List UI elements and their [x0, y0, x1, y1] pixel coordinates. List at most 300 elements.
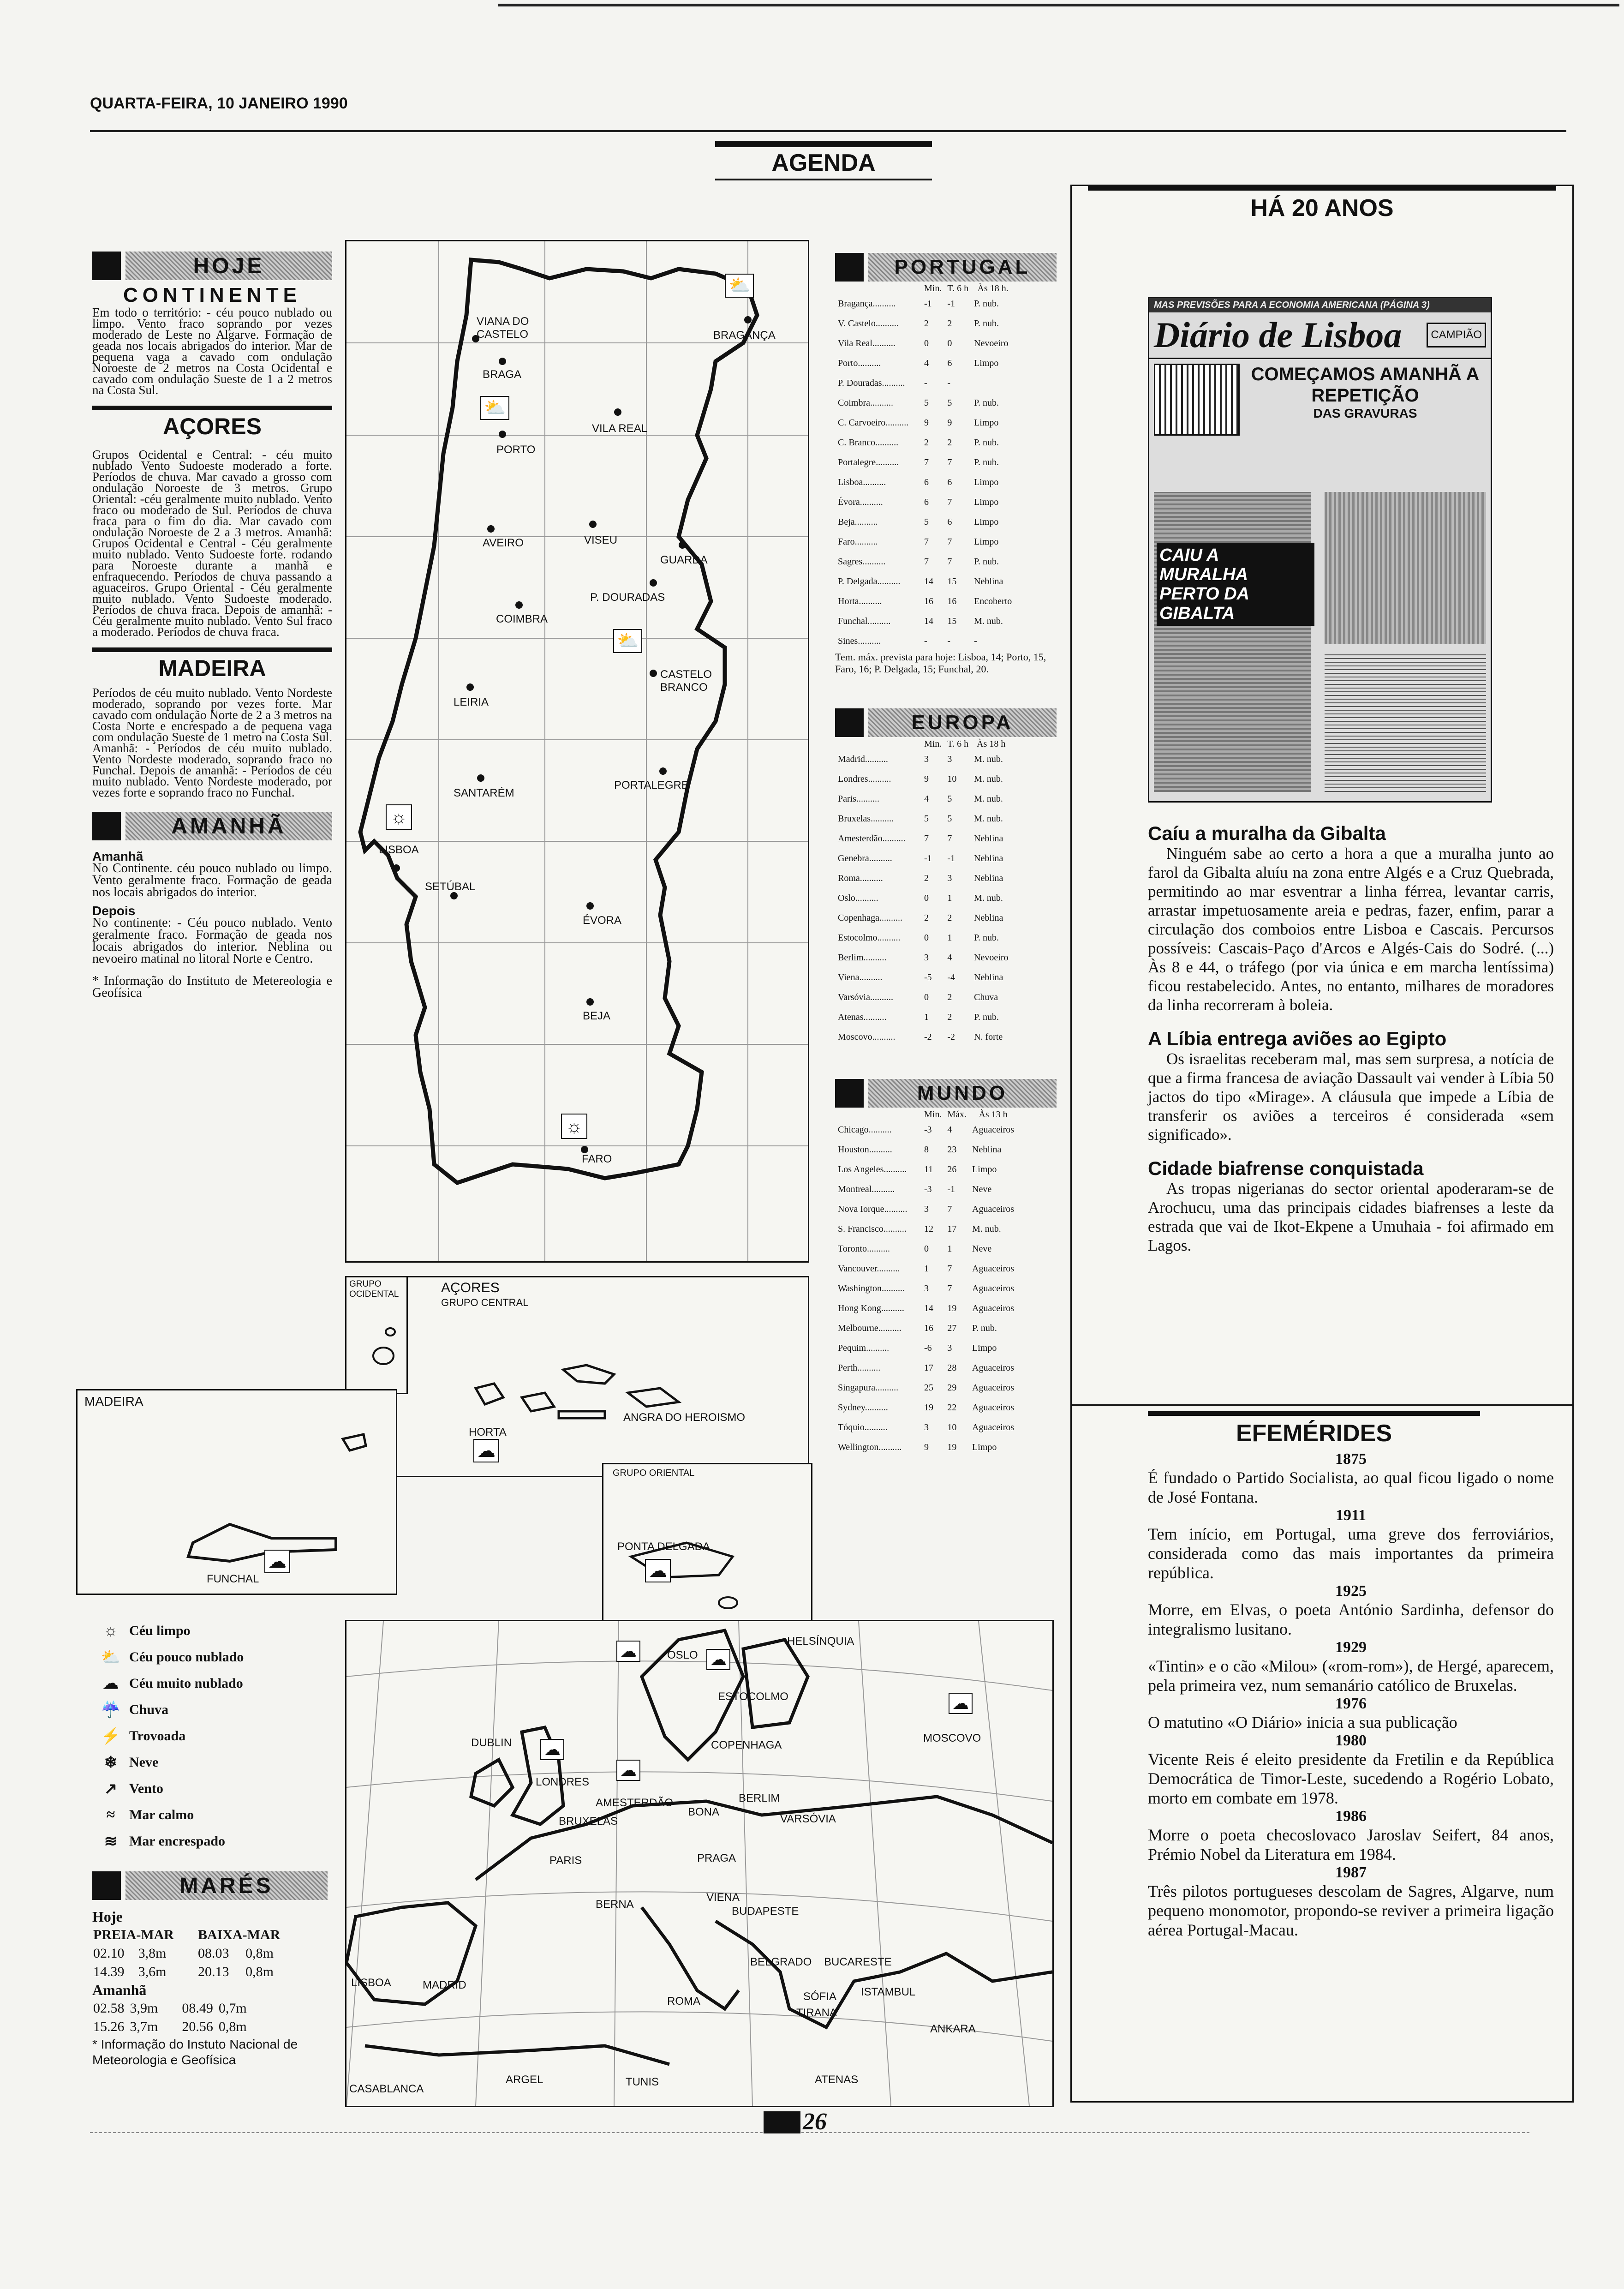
mares-hoje-label: Hoje [92, 1908, 123, 1925]
city-cell: P. Douradas.......... [838, 378, 905, 388]
value-cell: 7 [947, 457, 952, 467]
value-cell: 4 [924, 358, 929, 368]
hoje-header [92, 252, 332, 280]
value-cell: M. nub. [974, 794, 1003, 804]
city-cell: Évora.......... [838, 497, 883, 507]
value-cell: M. nub. [974, 616, 1003, 626]
amanha-label: Amanhã [92, 849, 143, 863]
efemeride-year: 1986 [1335, 1808, 1367, 1825]
value-cell: 2 [924, 873, 929, 883]
city-cell: Chicago.......... [838, 1125, 892, 1135]
article-title: A Líbia entrega aviões ao Egipto [1148, 1028, 1447, 1049]
value-cell: 5 [947, 794, 952, 804]
value-cell: 19 [924, 1402, 933, 1413]
col-city [835, 739, 921, 749]
table-row [835, 373, 1015, 393]
value-cell: 6 [947, 358, 952, 368]
value-cell: 5 [924, 398, 929, 408]
efemerides-divider [1072, 1404, 1572, 1406]
value-cell: 1 [947, 893, 952, 903]
mundo-marker [835, 1079, 864, 1108]
city-cell: Madrid.......... [838, 754, 888, 764]
table-row [835, 1299, 1017, 1318]
europa-table [835, 739, 1011, 1047]
value-cell: Nevoeiro [974, 338, 1009, 348]
city-cell: Pequim.......... [838, 1343, 890, 1353]
value-cell: 28 [947, 1363, 957, 1373]
table-row [93, 1963, 285, 1981]
table-row [835, 532, 1015, 552]
cloud-icon: ☁ [616, 1641, 640, 1662]
legend-item [92, 1670, 328, 1696]
value-cell: 0 [924, 338, 929, 348]
europe-map [345, 1620, 1054, 2107]
acores-label: AÇORES [441, 1280, 500, 1295]
city-cell: Funchal.......... [838, 616, 891, 626]
value-cell: 1 [924, 1264, 929, 1274]
value-cell: 16 [924, 596, 933, 606]
acores-text: Grupos Ocidental e Central: - céu muito nublado Vento Sudoeste moderado a forte. Períodos de chuva. Mar cavado a grosso com ondulação Noroeste de 3 metros. Grupo Oriental: -céu geralmente muito nublado. Vento fraco ou moderado de Sul. Períodos de chuva fraca para o fim do dia. Mar cavado com ondulação Noroeste de 2 a 3 metros. Amanhã: Grupos Ocidental e Central - Céu geralmente muito nublado. Vento Sudoeste forte. rodando para Noroeste durante a manhã e enfraquecendo. Períodos de chuva passando a aguaceiros. Grupo Oriental - Céu geralmente muito nublado. Vento Sudoeste moderado. Períodos de chuva fraca. Depois de amanhã: - Céu geralmente muito nublado. Vento Sul fraco a moderado. Períodos de chuva fraca. [92, 448, 332, 639]
value-cell: 8 [924, 1144, 929, 1155]
value-cell: 15 [947, 616, 957, 626]
table-row [835, 769, 1011, 789]
value-cell: 9 [947, 418, 952, 428]
city-cell: Vila Real.......... [838, 338, 896, 348]
value-cell: 2 [924, 913, 929, 923]
value-cell [971, 373, 1015, 393]
col-t6: T. 6 h [947, 283, 969, 294]
value-cell: 2 [947, 913, 952, 923]
madeira-title: MADEIRA [92, 647, 332, 682]
partly-cloudy-icon: ⛅ [480, 396, 509, 420]
city-aveiro: AVEIRO [483, 537, 524, 549]
value-cell: - [947, 378, 951, 388]
city-cell: Wellington.......... [838, 1442, 902, 1452]
portugal-title: PORTUGAL [868, 253, 1057, 282]
europa-marker [835, 708, 864, 737]
efemeride-year: 1911 [1335, 1507, 1367, 1524]
tide-cell: 15.26 [93, 2019, 125, 2034]
city-cell: Hong Kong.......... [838, 1303, 904, 1313]
value-cell: 7 [924, 833, 929, 844]
city-castelo-branco: CASTELO BRANCO [660, 668, 712, 694]
value-cell: 6 [947, 477, 952, 487]
eu-city-lisboa: LISBOA [351, 1977, 391, 1989]
value-cell: 7 [924, 537, 929, 547]
city-cell: Berlim.......... [838, 953, 887, 963]
cloud-icon: ☁ [540, 1739, 564, 1760]
value-cell: 3 [924, 1422, 929, 1432]
city-cell: Toronto.......... [838, 1244, 890, 1254]
value-cell: 17 [947, 1224, 957, 1234]
city-portalegre: PORTALEGRE [614, 779, 689, 791]
city-p-douradas: P. DOURADAS [590, 591, 665, 604]
madeira-text: Períodos de céu muito nublado. Vento Nordeste moderado, soprando por vezes forte. Mar cavado com ondulação Norte de 2 a 3 metros na Costa Norte e encrespado a de pequena vaga com ondulação Sueste de 1 metro na Costa Sul. Amanhã: - Períodos de céu muito nublado. Vento Nordeste moderado, soprando fraco no Funchal. Depois de amanhã: - Períodos de céu muito nublado. Vento Nordeste moderado, por vezes forte e soprando fraco no Funchal. [92, 686, 332, 799]
eu-city-argel: ARGEL [506, 2073, 543, 2086]
portugal-note: Tem. máx. prevista para hoje: Lisboa, 14; Porto, 15, Faro, 16; P. Delgada, 15; Funchal, 20. [835, 651, 1046, 675]
city-cell: C. Branco.......... [838, 437, 899, 448]
city-guarda: GUARDA [660, 554, 708, 566]
table-row [835, 1007, 1011, 1027]
eu-city-paris: PARIS [549, 1854, 582, 1867]
amanha-block [92, 851, 332, 999]
value-cell: 7 [947, 833, 952, 844]
rain-icon: ☔ [101, 1701, 121, 1719]
city-cell: C. Carvoeiro.......... [838, 418, 909, 428]
city-cell: Estocolmo.......... [838, 933, 901, 943]
efemeride-year: 1976 [1335, 1695, 1367, 1712]
value-cell: 5 [947, 814, 952, 824]
value-cell: Neve [972, 1244, 992, 1254]
portugal-header [835, 253, 1057, 282]
value-cell: -1 [947, 853, 955, 863]
col-city [835, 283, 921, 294]
city-dot-vila-real [614, 408, 621, 416]
tide-cell: 3,8m [138, 1946, 167, 1961]
eu-city-madrid: MADRID [423, 1979, 466, 1991]
tide-cell: 08.49 [182, 2001, 213, 2016]
page-number: 26 [803, 2109, 827, 2135]
table-row [835, 1140, 1017, 1160]
city-dot-leiria [466, 683, 474, 691]
legend-item [92, 1618, 328, 1644]
city-coimbra: COIMBRA [496, 613, 548, 625]
value-cell: Neblina [974, 833, 1003, 844]
table-row [835, 1398, 1017, 1418]
right-column [1070, 185, 1574, 2103]
value-cell: P. nub. [972, 1323, 997, 1333]
tide-cell: 0,7m [218, 2001, 247, 2016]
value-cell: Neblina [972, 1144, 1002, 1155]
table-row [835, 789, 1011, 809]
value-cell: 25 [924, 1383, 933, 1393]
city-vila-real: VILA REAL [592, 422, 648, 435]
value-cell: 19 [947, 1303, 957, 1313]
value-cell: Aguaceiros [972, 1422, 1015, 1432]
value-cell: Limpo [974, 477, 999, 487]
city-setubal: SETÚBAL [425, 881, 476, 893]
baixa-mar-header: BAIXA-MAR [197, 1927, 281, 1942]
acores-title: AÇORES [92, 406, 332, 440]
mundo-table-section [835, 1079, 1057, 1457]
value-cell: 0 [924, 933, 929, 943]
value-cell: - [974, 636, 977, 646]
table-row [835, 1279, 1017, 1299]
value-cell: Aguaceiros [972, 1204, 1015, 1214]
city-cell: Moscovo.......... [838, 1032, 896, 1042]
col-min: Min. [924, 283, 942, 294]
cloud-icon: ☁ [706, 1649, 730, 1670]
value-cell: -1 [924, 299, 932, 309]
value-cell: 3 [947, 754, 952, 764]
value-cell: - [947, 636, 951, 646]
amanha-text: No Continente. céu pouco nublado ou limpo. Vento geralmente fraco. Formação de geada nos locais abrigados do interior. [92, 861, 332, 899]
city-braganca: BRAGANÇA [713, 329, 776, 342]
table-row [93, 1945, 285, 1962]
table-row [835, 1318, 1017, 1338]
value-cell: 1 [924, 1012, 929, 1022]
grupo-oriental-map [602, 1463, 812, 1623]
value-cell: 3 [924, 1283, 929, 1294]
value-cell: Neblina [974, 972, 1003, 983]
city-cell: Nova Iorque.......... [838, 1204, 908, 1214]
city-cell: Sagres.......... [838, 557, 886, 567]
legend-item [92, 1828, 328, 1854]
ha20anos-articles [1148, 823, 1554, 1255]
value-cell: 2 [947, 437, 952, 448]
table-row [835, 1120, 1017, 1140]
portugal-table-section [835, 253, 1057, 675]
top-edge-rule [498, 4, 1619, 6]
value-cell: Limpo [972, 1164, 997, 1174]
value-cell: P. nub. [974, 457, 999, 467]
table-row [835, 948, 1011, 968]
legend-label: Mar encrespado [129, 1833, 226, 1849]
value-cell: 10 [947, 774, 957, 784]
horta-label: HORTA [469, 1426, 507, 1438]
ha20anos-title: HÁ 20 ANOS [1088, 186, 1556, 222]
value-cell: 0 [924, 893, 929, 903]
value-cell: 6 [924, 477, 929, 487]
tide-cell: 14.39 [93, 1964, 125, 1979]
city-dot-beja [586, 998, 594, 1006]
value-cell: Aguaceiros [972, 1363, 1015, 1373]
city-dot-p-douradas [650, 579, 657, 587]
madeira-map [76, 1389, 397, 1595]
table-row [835, 809, 1011, 829]
tide-cell: 20.13 [197, 1964, 229, 1979]
city-cell: Viena.......... [838, 972, 883, 983]
city-dot-lisboa [393, 864, 400, 872]
value-cell: 3 [924, 953, 929, 963]
city-porto: PORTO [496, 443, 536, 456]
table-row [835, 869, 1011, 888]
partly-cloudy-icon: ⛅ [725, 274, 754, 298]
depois-label: Depois [92, 904, 136, 918]
table-row [835, 572, 1015, 592]
table-row [835, 393, 1015, 413]
value-cell: 22 [947, 1402, 957, 1413]
cloud-icon: ☁ [949, 1693, 973, 1714]
table-row [835, 314, 1015, 334]
tide-cell: 20.56 [182, 2019, 213, 2034]
efemeride-year: 1987 [1335, 1864, 1367, 1881]
preia-mar-header: PREIA-MAR [93, 1927, 174, 1942]
value-cell: Aguaceiros [972, 1125, 1015, 1135]
value-cell: Neve [972, 1184, 992, 1194]
col-18h: Às 18 h [977, 739, 1006, 749]
city-cell: Londres.......... [838, 774, 891, 784]
city-lisboa: LISBOA [379, 844, 419, 856]
table-row [835, 512, 1015, 532]
table-row [835, 1338, 1017, 1358]
value-cell: 14 [924, 616, 933, 626]
thunder-icon: ⚡ [101, 1727, 121, 1745]
value-cell: P. nub. [974, 398, 999, 408]
legend-label: Mar calmo [129, 1807, 194, 1822]
value-cell: 9 [924, 774, 929, 784]
angra-label: ANGRA DO HEROISMO [623, 1411, 746, 1424]
city-dot-portalegre [659, 767, 667, 775]
col-18h: Às 18 h. [977, 283, 1009, 294]
clipping-photo2 [1325, 492, 1486, 644]
acores-map [345, 1276, 809, 1477]
city-dot-faro [581, 1146, 588, 1153]
city-cell: Washington.......... [838, 1283, 905, 1294]
legend-item [92, 1775, 328, 1802]
hoje-title: HOJE [125, 252, 332, 280]
eu-city-amesterdao: AMESTERDÃO [596, 1797, 674, 1809]
value-cell: 2 [924, 318, 929, 329]
eu-city-sofia: SÓFIA [803, 1990, 837, 2003]
ponta-delgada-label: PONTA DELGADA [617, 1540, 710, 1553]
value-cell: 7 [947, 497, 952, 507]
value-cell: Chuva [974, 992, 998, 1002]
value-cell: - [924, 378, 927, 388]
table-row [835, 888, 1011, 908]
table-row [835, 1438, 1017, 1457]
table-row [93, 2000, 251, 2017]
calm-sea-icon: ≈ [106, 1806, 115, 1823]
continente-title: CONTINENTE [123, 284, 301, 306]
city-cell: Singapura.......... [838, 1383, 899, 1393]
value-cell: 1 [947, 933, 952, 943]
value-cell: M. nub. [974, 814, 1003, 824]
eu-city-budapeste: BUDAPESTE [732, 1905, 799, 1917]
value-cell: 9 [924, 418, 929, 428]
value-cell: 11 [924, 1164, 933, 1174]
value-cell: 3 [924, 1204, 929, 1214]
value-cell: 6 [947, 517, 952, 527]
city-cell: Houston.......... [838, 1144, 892, 1155]
city-cell: Oslo.......... [838, 893, 878, 903]
value-cell: 14 [924, 576, 933, 587]
city-viseu: VISEU [584, 534, 618, 546]
tide-cell: 3,6m [138, 1964, 167, 1979]
clipping-headline1-wrap [1240, 364, 1486, 436]
rough-sea-icon: ≋ [104, 1833, 118, 1850]
eu-city-praga: PRAGA [697, 1852, 736, 1864]
mares-footnote: * Informação do Instuto Nacional de Meteorologia e Geofísica [92, 2037, 298, 2067]
tide-cell: 0,8m [218, 2019, 247, 2034]
value-cell: Limpo [974, 517, 999, 527]
city-cell: V. Castelo.......... [838, 318, 899, 329]
value-cell: Aguaceiros [972, 1402, 1015, 1413]
value-cell: 17 [924, 1363, 933, 1373]
eu-city-bruxelas: BRUXELAS [559, 1815, 618, 1828]
city-dot-castelo-branco [650, 670, 657, 677]
value-cell: 15 [947, 576, 957, 587]
value-cell: 4 [947, 1125, 952, 1135]
tide-cell: 3,9m [130, 2001, 158, 2016]
legend-label: Neve [129, 1754, 159, 1770]
europa-header [835, 708, 1057, 737]
clipping-headline1: COMEÇAMOS AMANHÃ A REPETIÇÃO [1251, 364, 1480, 406]
table-row [835, 631, 1015, 651]
city-faro: FARO [582, 1153, 612, 1165]
city-cell: Faro.......... [838, 537, 878, 547]
header-rule [90, 130, 1566, 132]
value-cell: -6 [924, 1343, 932, 1353]
efemeride-text: O matutino «O Diário» inicia a sua publicação [1148, 1713, 1457, 1732]
table-row [835, 492, 1015, 512]
value-cell: 0 [924, 992, 929, 1002]
efemeride-text: Vicente Reis é eleito presidente da Fretilin e da República Democrática de Timor-Leste, sucedendo a Rogério Lobato, morto em combate em 1978. [1148, 1750, 1554, 1807]
value-cell: Aguaceiros [972, 1283, 1015, 1294]
table-row [835, 453, 1015, 473]
value-cell: 7 [947, 1204, 952, 1214]
mares-amanha-label: Amanhã [92, 1982, 147, 1998]
col-max: Máx. [947, 1109, 967, 1120]
efemeride-text: Morre, em Elvas, o poeta António Sardinha, defensor do integralismo lusitano. [1148, 1600, 1554, 1638]
value-cell: Neblina [974, 576, 1003, 587]
city-cell: Perth.......... [838, 1363, 881, 1373]
city-cell: Sydney.......... [838, 1402, 888, 1413]
value-cell: P. nub. [974, 437, 999, 448]
value-cell: P. nub. [974, 318, 999, 329]
city-cell: Sines.......... [838, 636, 881, 646]
value-cell: 2 [947, 992, 952, 1002]
value-cell: Limpo [974, 497, 999, 507]
value-cell: 29 [947, 1383, 957, 1393]
value-cell: 26 [947, 1164, 957, 1174]
legend-item [92, 1696, 328, 1723]
tide-cell: 02.10 [93, 1946, 125, 1961]
col-min: Min. [924, 739, 942, 749]
legend-item [92, 1723, 328, 1749]
article-title: Caíu a muralha da Gibalta [1148, 822, 1386, 844]
article-text: Os israelitas receberam mal, mas sem surpresa, a notícia de que a firma francesa de aviação Dassault vai vender à Líbia 50 jactos do tipo «Mirage». A cláusula que impede a Líbia de transferir os aviões a terceiros é considerada «sem significado». [1148, 1050, 1554, 1144]
table-row [835, 552, 1015, 572]
city-dot-porto [499, 431, 506, 438]
partly-cloudy-icon: ⛅ [101, 1648, 121, 1666]
value-cell: 10 [947, 1422, 957, 1432]
efemeride-text: Tem início, em Portugal, uma greve dos ferroviários, considerada como das mais importantes da primeira república. [1148, 1525, 1554, 1582]
value-cell: Limpo [972, 1343, 997, 1353]
legend-label: Chuva [129, 1702, 169, 1717]
table-row [835, 1259, 1017, 1279]
wind-icon: ↗ [104, 1780, 118, 1798]
value-cell: 3 [947, 873, 952, 883]
tide-cell: 08.03 [197, 1946, 229, 1961]
mundo-title: MUNDO [868, 1079, 1057, 1108]
tide-cell: 02.58 [93, 2001, 125, 2016]
newspaper-clipping [1148, 297, 1492, 803]
value-cell: P. nub. [974, 1012, 999, 1022]
page-logo [764, 2111, 800, 2133]
city-cell: Melbourne.......... [838, 1323, 902, 1333]
value-cell: P. nub. [974, 299, 999, 309]
value-cell: 14 [924, 1303, 933, 1313]
city-evora: ÉVORA [583, 914, 622, 927]
dateline: QUARTA-FEIRA, 10 JANEIRO 1990 [90, 95, 348, 112]
value-cell: 5 [924, 517, 929, 527]
city-dot-aveiro [487, 525, 495, 533]
table-row [835, 749, 1011, 769]
clipping-text [1325, 653, 1486, 792]
clipping-masthead: Diário de Lisboa [1154, 315, 1402, 355]
city-santarem: SANTARÉM [454, 787, 514, 799]
col-13h: Às 13 h [979, 1109, 1008, 1120]
hoje-column [92, 252, 332, 999]
mares-title: MARÉS [125, 1871, 328, 1900]
article-text: Ninguém sabe ao certo a hora a que a muralha junto ao farol da Gibalta aluíu na zona entre Algés e a Cruz Quebrada, permitindo ao mar esventrar a linha férrea, levantar carris, arrastar impetuosamente areia e pedras, fazer, enfim, parar a circulação dos comboios entre Lisboa e Cascais. Percursos possíveis: Cascais-Paço d'Arcos e Algés-Cais do Sodré. (...) Às 8 e 44, o tráfego (por via única e em marcha lentíssima) ficou restabelecido. Antes, no entanto, milhares de moradores da linha recorreram à boleia. [1148, 845, 1554, 1014]
eu-city-roma: ROMA [667, 1995, 700, 2007]
city-cell: Amesterdão.......... [838, 833, 906, 844]
city-cell: Beja.......... [838, 517, 878, 527]
legend-label: Céu pouco nublado [129, 1649, 244, 1665]
city-dot-evora [586, 902, 594, 910]
